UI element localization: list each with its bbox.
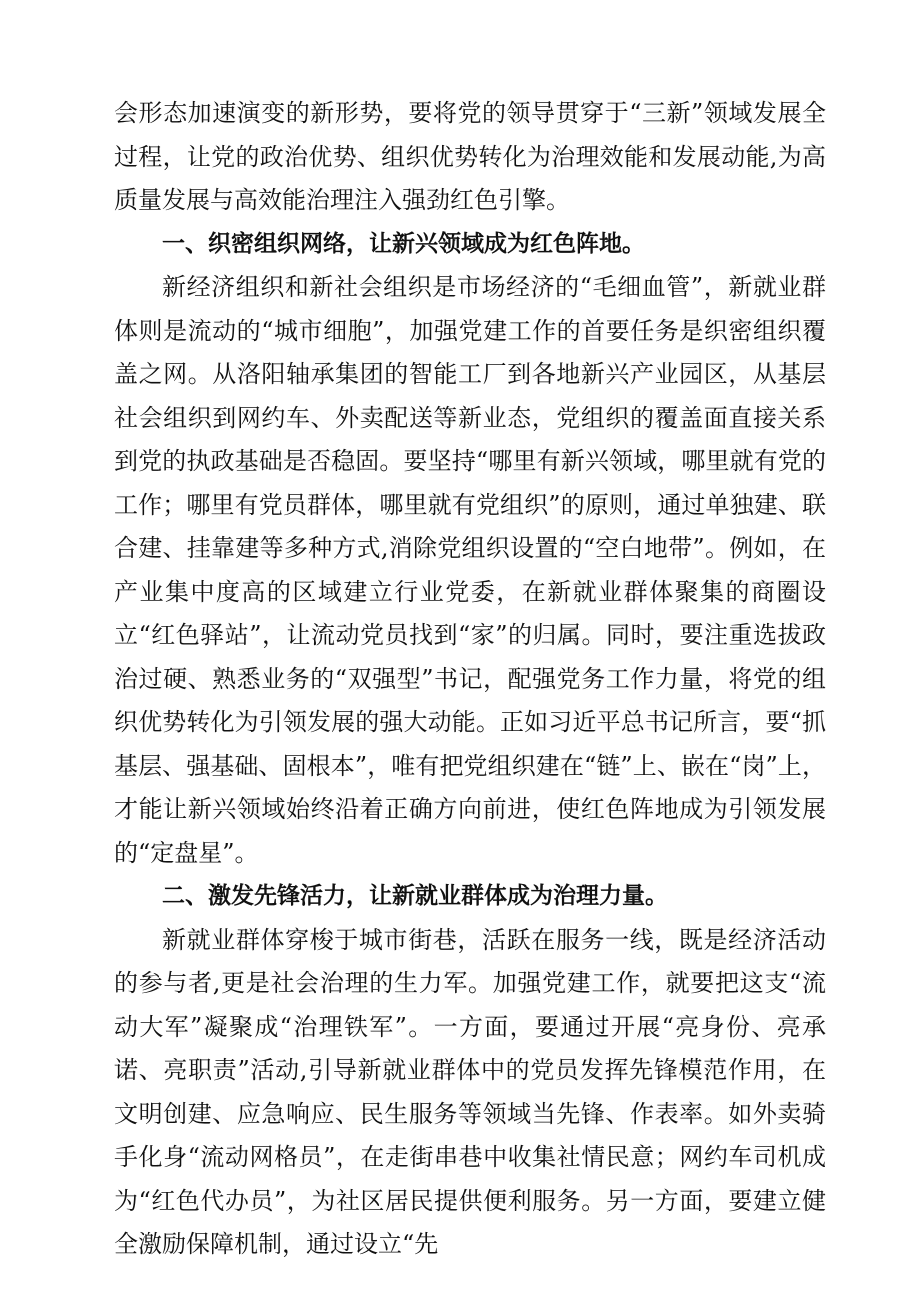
paragraph-section-1: 新经济组织和新社会组织是市场经济的“毛细血管”，新就业群体则是流动的“城市细胞”，加强党建工作的首要任务是织密组织覆盖之网。从洛阳轴承集团的智能工厂到各地新兴产业园区，从基层社会组织到网约车、外卖配送等新业态，党组织的覆盖面直接关系到党的执政基础是否稳固。要坚持“哪里有新兴领域，哪里就有党的工作；哪里有党员群体，哪里就有党组织”的原则，通过单独建、联合建、挂靠建等多种方式,消除党组织设置的“空白地带”。例如，在产业集中度高的区域建立行业党委，在新就业群体聚集的商圈设立“红色驿站”，让流动党员找到“家”的归属。同时，要注重选拔政治过硬、熟悉业务的“双强型”书记，配强党务工作力量，将党的组织优势转化为引领发展的强大动能。正如习近平总书记所言，要“抓基层、强基础、固根本”，唯有把党组织建在“链”上、嵌在“岗”上，才能让新兴领域始终沿着正确方向前进，使红色阵地成为引领发展的“定盘星”。 <box>114 273 826 867</box>
section-heading-1: 一、织密组织网络，让新兴领域成为红色阵地。 <box>162 230 645 257</box>
section-heading-2: 二、激发先锋活力，让新就业群体成为治理力量。 <box>162 883 668 909</box>
paragraph-section-2: 新就业群体穿梭于城市街巷，活跃在服务一线，既是经济活动的参与者,更是社会治理的生力军。加强党建工作，就要把这支“流动大军”凝聚成“治理铁军”。一方面，要通过开展“亮身份、亮承诺、亮职责”活动,引导新就业群体中的党员发挥先锋模范作用，在文明创建、应急响应、民生服务等领域当先锋、作表率。如外卖骑手化身“流动网格员”，在走街串巷中收集社情民意；网约车司机成为“红色代办员”，为社区居民提供便利服务。另一方面，要建立健全激励保障机制，通过设立“先 <box>114 925 826 1258</box>
document-page <box>114 92 826 1267</box>
paragraph-intro-continuation: 会形态加速演变的新形势，要将党的领导贯穿于“三新”领域发展全过程，让党的政治优势、组织优势转化为治理效能和发展动能,为高质量发展与高效能治理注入强劲红色引擎。 <box>114 99 826 214</box>
